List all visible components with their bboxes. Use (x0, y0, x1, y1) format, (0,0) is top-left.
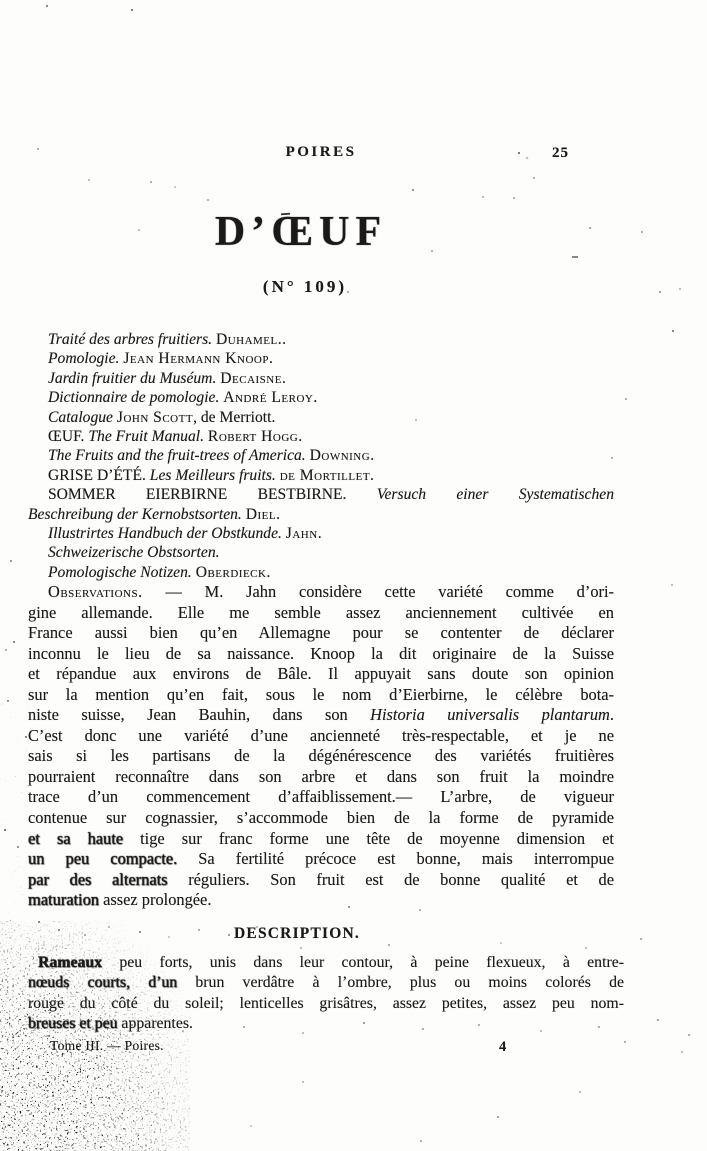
text-segment: sais si les partisans de la dégénérescence des variétés fruitières (28, 746, 614, 766)
text-segment: Robert Hogg. (207, 428, 303, 446)
text-segment: — M. Jahn considère cette variété comme d’ori- (142, 582, 614, 601)
text-segment: Illustrirtes Handbuch der Obstkunde. (48, 525, 286, 543)
text-segment: assez prolongée. (99, 890, 212, 910)
text-line (28, 705, 614, 726)
text-line (28, 388, 614, 407)
text-segment: et sa haute (28, 828, 124, 848)
running-title: POIRES (285, 144, 357, 160)
text-line (28, 466, 614, 485)
observations-paragraph (28, 582, 614, 911)
text-segment: Dictionnaire de pomologie. (48, 389, 224, 407)
text-segment: un peu compacte. (28, 849, 178, 869)
text-segment: The Fruit Manual. (88, 428, 208, 446)
text-segment: réguliers. Son fruit est de bonne qualité et de (167, 869, 614, 889)
scan-specks (0, 0, 2, 2)
text-line (28, 787, 614, 808)
text-line (28, 953, 624, 973)
text-segment: Versuch einer Systematischen (376, 486, 614, 504)
text-line (28, 767, 614, 788)
text-segment: André Leroy. (223, 389, 318, 407)
text-segment: niste suisse, Jean Bauhin, dans son (28, 705, 371, 725)
text-line (28, 563, 614, 582)
text-line (28, 505, 614, 524)
text-segment: Jean Hermann Knoop. (123, 350, 274, 368)
text-segment: contenue sur cognassier, s’accommode bien de la forme de pyramide (28, 808, 614, 828)
footer-signature: 4 (499, 1039, 507, 1055)
text-segment: tige sur franc forme une tête de moyenne dimension et (123, 828, 614, 848)
text-line (28, 808, 614, 829)
text-line (28, 994, 624, 1014)
text-segment: Historia universalis plantarum (370, 705, 610, 725)
bibliography-list (28, 330, 614, 582)
text-line (28, 829, 614, 850)
text-segment: Catalogue (48, 408, 117, 426)
text-line (28, 349, 614, 368)
text-line (28, 543, 614, 562)
text-line (28, 408, 614, 427)
text-line (28, 746, 614, 767)
text-segment: ŒUF. (48, 428, 89, 446)
description-heading: DESCRIPTION. (234, 925, 360, 942)
text-segment: Pomologie. (48, 350, 124, 368)
text-segment: Traité des arbres fruitiers. (48, 331, 216, 348)
text-segment: sur la mention qu’en fait, sous le nom d’Eierbirne, le célèbre bota- (28, 684, 614, 704)
text-segment: , de Merriott. (193, 408, 276, 426)
text-segment: Observations. (48, 582, 143, 601)
footer-volume: Tome III. — Poires. (50, 1038, 164, 1053)
text-line (28, 369, 614, 388)
description-paragraph (28, 953, 624, 1035)
text-line (28, 603, 614, 624)
page-number: 25 (552, 145, 569, 161)
text-segment: John Scott (116, 408, 194, 426)
variety-number: (N° 109) (262, 277, 348, 296)
text-line (28, 330, 614, 349)
text-segment: France aussi bien qu’en Allemagne pour se contenter de déclarer (28, 623, 614, 643)
text-segment: Downing. (309, 447, 375, 465)
text-segment: Pomologische Notizen. (48, 563, 196, 581)
text-line (28, 427, 614, 446)
text-line (28, 582, 614, 603)
page-header (28, 144, 614, 161)
text-line (28, 623, 614, 644)
text-line (28, 685, 614, 706)
text-segment: Sa fertilité précoce est bonne, mais interrompue (177, 849, 614, 869)
text-segment: breuses et peu (28, 1015, 118, 1033)
text-segment: par des alternats (28, 869, 168, 889)
text-segment: de Mortillet. (279, 466, 375, 484)
text-segment: Schweizerische Obstsorten. (48, 544, 220, 562)
text-line (28, 644, 614, 665)
text-segment: The Fruits and the fruit-trees of America. (48, 447, 310, 465)
text-segment: Les Meilleurs fruits. (149, 466, 280, 484)
text-segment: Rameaux (38, 954, 103, 971)
text-segment: GRISE D’ÉTÉ. (48, 466, 150, 484)
text-segment: C’est donc une variété d’une ancienneté très-respectable, et je ne (28, 725, 614, 745)
text-segment: pourraient reconnaître dans son arbre et dans son fruit la moindre (28, 766, 614, 786)
text-segment: SOMMER EIERBIRNE BESTBIRNE. (48, 486, 377, 504)
text-line (28, 485, 614, 504)
text-segment: . (609, 705, 614, 725)
text-segment: brun verdâtre à l’ombre, plus ou moins colorés de (177, 974, 624, 992)
text-line (28, 890, 614, 911)
text-line (28, 664, 614, 685)
text-line (28, 849, 614, 870)
text-segment: trace d’un commencement d’affaiblissement.— L’arbre, de vigueur (28, 787, 614, 807)
text-segment: Decaisne. (220, 369, 287, 387)
text-segment: Beschreibung der Kernobstsorten. (28, 505, 246, 523)
text-line (28, 726, 614, 747)
text-segment: rouge du côté du soleil; lenticelles grisâtres, assez petites, assez peu nom- (28, 994, 624, 1012)
text-segment: Duhamel.. (215, 331, 287, 348)
text-line (28, 1014, 624, 1034)
text-segment: nœuds courts, d’un (28, 974, 178, 992)
text-segment: Diel. (245, 505, 281, 523)
text-line (28, 973, 624, 993)
text-line (28, 870, 614, 891)
text-segment: apparentes. (117, 1015, 193, 1033)
text-segment: Jardin fruitier du Muséum. (48, 369, 221, 387)
text-segment: inconnu le lieu de sa naissance. Knoop la dit originaire de la Suisse (28, 643, 614, 663)
text-segment: et répandue aux environs de Bâle. Il appuyait sans doute son opinion (28, 664, 614, 684)
text-segment: Jahn. (285, 525, 323, 543)
text-segment: gine allemande. Elle me semble assez anciennement cultivée en (28, 602, 614, 622)
text-segment: peu forts, unis dans leur contour, à peine flexueux, à entre- (102, 954, 624, 971)
text-line (28, 524, 614, 543)
text-segment: Oberdieck. (195, 563, 271, 581)
variety-title: D’ŒUF (214, 209, 388, 255)
text-line (28, 446, 614, 465)
scan-stray-dash (572, 256, 578, 258)
text-segment: maturation (28, 890, 100, 910)
